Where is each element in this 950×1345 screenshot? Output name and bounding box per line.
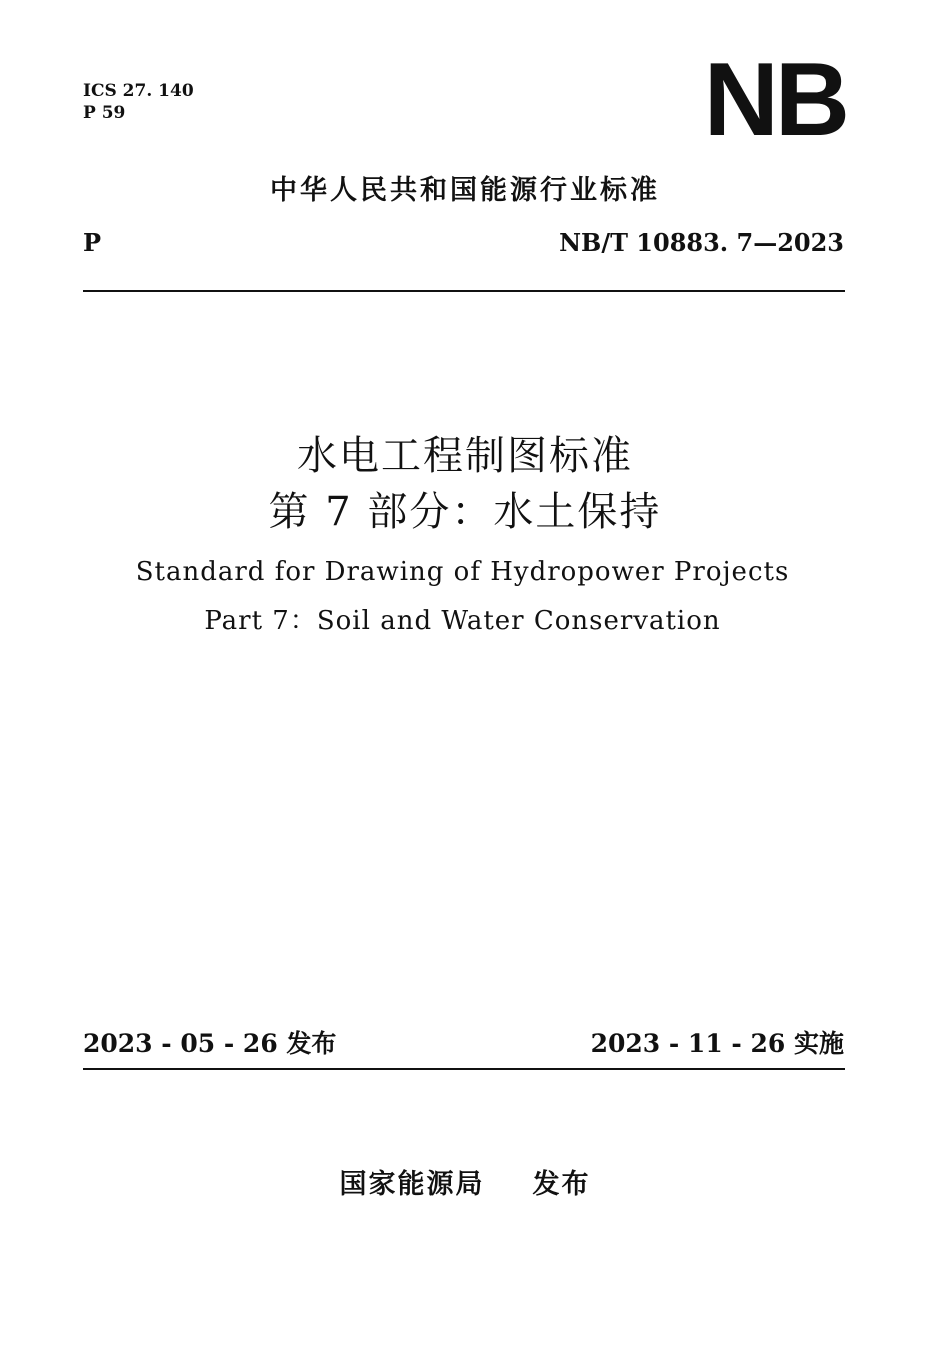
title-en-line1: Standard for Drawing of Hydropower Projects xyxy=(135,557,790,587)
industry-standard-heading: 中华人民共和国能源行业标准 xyxy=(270,175,660,206)
issue-date: 2023 - 05 - 26 发布 xyxy=(83,1029,337,1058)
ics-code: ICS 27. 140 xyxy=(83,81,194,101)
title-en-line2: Part 7：Soil and Water Conservation xyxy=(204,606,721,636)
header-divider xyxy=(83,290,845,292)
nb-logo: NB xyxy=(703,42,846,158)
issuer-line xyxy=(0,1162,930,1201)
classification-codes xyxy=(83,80,194,124)
title-cn-line1: 水电工程制图标准 xyxy=(297,433,633,479)
footer-divider xyxy=(83,1068,845,1070)
issuer-action: 发布 xyxy=(532,1169,591,1200)
title-cn-line2: 第 7 部分：水土保持 xyxy=(268,489,662,535)
standard-number: NB/T 10883. 7—2023 xyxy=(559,228,844,257)
implementation-date: 2023 - 11 - 26 实施 xyxy=(590,1029,844,1058)
issuer-name: 国家能源局 xyxy=(339,1169,485,1200)
ccs-code: P 59 xyxy=(83,103,126,123)
standard-category: P xyxy=(83,228,102,257)
